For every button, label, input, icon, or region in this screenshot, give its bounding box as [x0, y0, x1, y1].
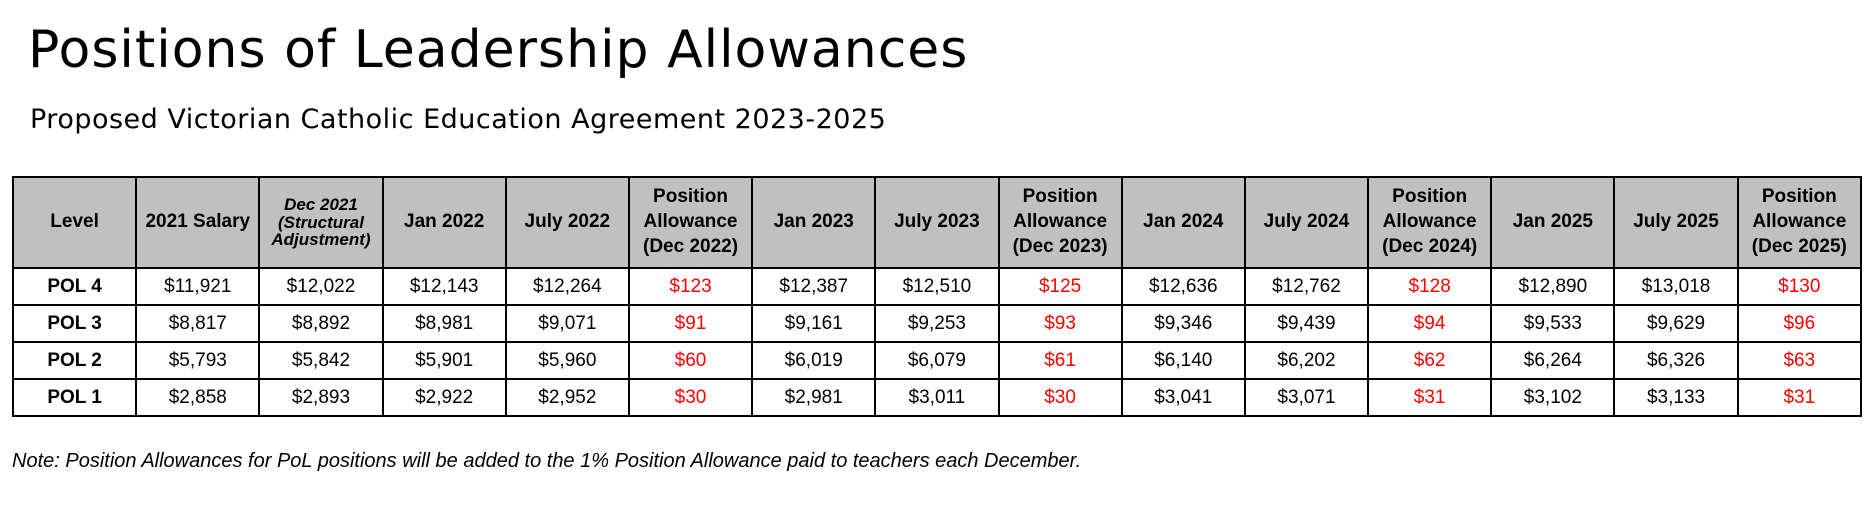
header-july-2025: July 2025	[1614, 177, 1737, 268]
cell-allowance: $31	[1738, 379, 1861, 416]
cell-value: $6,019	[752, 342, 875, 379]
cell-value: $9,629	[1614, 305, 1737, 342]
header-dec-2021-structural-adjustment: Dec 2021 (Structural Adjustment)	[259, 177, 382, 268]
cell-value: $8,981	[383, 305, 506, 342]
cell-allowance: $61	[999, 342, 1122, 379]
cell-value: $8,892	[259, 305, 382, 342]
cell-allowance: $128	[1368, 268, 1491, 305]
header-position-allowance-dec-2025: Position Allowance (Dec 2025)	[1738, 177, 1861, 268]
table-header-row	[13, 177, 1861, 268]
footnote: Note: Position Allowances for PoL positions will be added to the 1% Position Allowance paid to teachers each December.	[12, 450, 1082, 472]
cell-allowance: $96	[1738, 305, 1861, 342]
cell-value: $3,133	[1614, 379, 1737, 416]
header-jan-2025: Jan 2025	[1491, 177, 1614, 268]
table-row	[13, 342, 1861, 379]
allowances-table	[12, 176, 1862, 417]
cell-allowance: $62	[1368, 342, 1491, 379]
cell-value: $12,264	[506, 268, 629, 305]
cell-value: $6,140	[1122, 342, 1245, 379]
cell-value: $12,890	[1491, 268, 1614, 305]
cell-value: $6,079	[875, 342, 998, 379]
header-position-allowance-dec-2024: Position Allowance (Dec 2024)	[1368, 177, 1491, 268]
header-position-allowance-dec-2023: Position Allowance (Dec 2023)	[999, 177, 1122, 268]
cell-value: $9,253	[875, 305, 998, 342]
cell-allowance: $93	[999, 305, 1122, 342]
header-jan-2022: Jan 2022	[383, 177, 506, 268]
header-july-2024: July 2024	[1245, 177, 1368, 268]
cell-value: $11,921	[136, 268, 259, 305]
cell-value: $3,011	[875, 379, 998, 416]
cell-value: $2,981	[752, 379, 875, 416]
page-subtitle: Proposed Victorian Catholic Education Agreement 2023-2025	[30, 104, 887, 135]
header-position-allowance-dec-2022: Position Allowance (Dec 2022)	[629, 177, 752, 268]
cell-value: $3,041	[1122, 379, 1245, 416]
cell-allowance: $63	[1738, 342, 1861, 379]
cell-value: $6,264	[1491, 342, 1614, 379]
cell-value: $13,018	[1614, 268, 1737, 305]
cell-allowance: $30	[999, 379, 1122, 416]
cell-value: $5,842	[259, 342, 382, 379]
cell-value: $2,952	[506, 379, 629, 416]
cell-allowance: $123	[629, 268, 752, 305]
cell-allowance: $30	[629, 379, 752, 416]
cell-value: $2,858	[136, 379, 259, 416]
cell-level: POL 3	[13, 305, 136, 342]
header-jan-2023: Jan 2023	[752, 177, 875, 268]
cell-value: $9,161	[752, 305, 875, 342]
cell-value: $9,071	[506, 305, 629, 342]
cell-value: $12,022	[259, 268, 382, 305]
header-jan-2024: Jan 2024	[1122, 177, 1245, 268]
table-row	[13, 268, 1861, 305]
header-july-2022: July 2022	[506, 177, 629, 268]
cell-value: $9,439	[1245, 305, 1368, 342]
cell-level: POL 2	[13, 342, 136, 379]
cell-value: $6,326	[1614, 342, 1737, 379]
header-level: Level	[13, 177, 136, 268]
cell-value: $12,143	[383, 268, 506, 305]
cell-level: POL 4	[13, 268, 136, 305]
table-row	[13, 305, 1861, 342]
header-2021-salary: 2021 Salary	[136, 177, 259, 268]
cell-value: $12,510	[875, 268, 998, 305]
cell-value: $2,893	[259, 379, 382, 416]
page-title: Positions of Leadership Allowances	[28, 20, 969, 80]
cell-allowance: $94	[1368, 305, 1491, 342]
cell-value: $5,793	[136, 342, 259, 379]
cell-value: $9,346	[1122, 305, 1245, 342]
header-july-2023: July 2023	[875, 177, 998, 268]
cell-value: $6,202	[1245, 342, 1368, 379]
cell-value: $3,102	[1491, 379, 1614, 416]
table-row	[13, 379, 1861, 416]
cell-allowance: $125	[999, 268, 1122, 305]
cell-value: $5,901	[383, 342, 506, 379]
cell-value: $12,636	[1122, 268, 1245, 305]
cell-allowance: $91	[629, 305, 752, 342]
cell-value: $3,071	[1245, 379, 1368, 416]
cell-value: $12,762	[1245, 268, 1368, 305]
cell-value: $9,533	[1491, 305, 1614, 342]
cell-allowance: $60	[629, 342, 752, 379]
cell-allowance: $31	[1368, 379, 1491, 416]
cell-allowance: $130	[1738, 268, 1861, 305]
cell-value: $5,960	[506, 342, 629, 379]
cell-value: $8,817	[136, 305, 259, 342]
cell-value: $2,922	[383, 379, 506, 416]
cell-value: $12,387	[752, 268, 875, 305]
cell-level: POL 1	[13, 379, 136, 416]
